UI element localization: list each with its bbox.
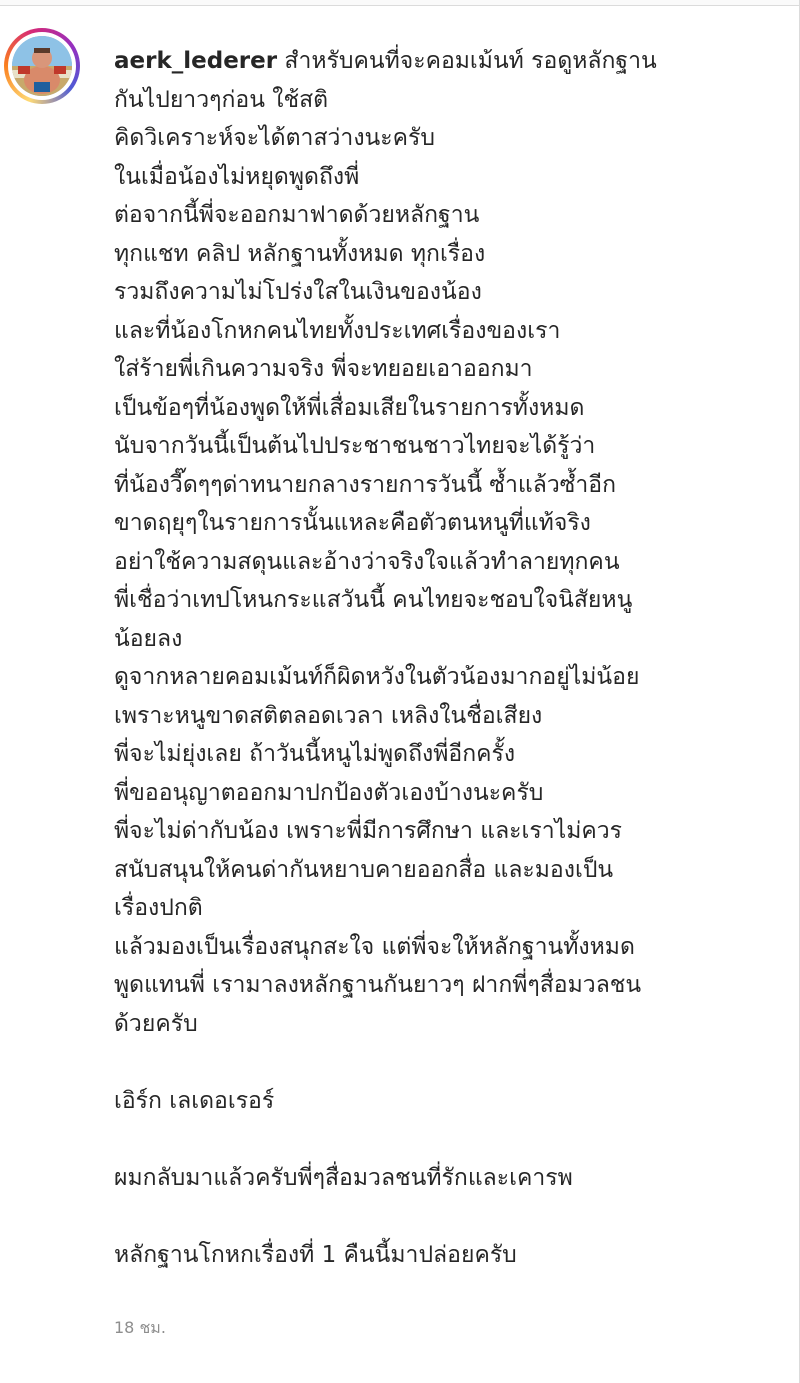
top-divider [0, 0, 800, 6]
comment-line: รวมถึงความไม่โปร่งใสในเงินของน้อง [114, 279, 482, 305]
comment-line: และที่น้องโกหกคนไทยทั้งประเทศเรื่องของเรา [114, 317, 561, 344]
comment-line: เรื่องปกติ [114, 895, 203, 921]
avatar-gap [8, 32, 76, 100]
comment-line: พี่จะไม่ด่ากับน้อง เพราะพี่มีการศึกษา และเราไม่ควร [114, 818, 623, 844]
comment-line: พี่ขออนุญาตออกมาปกป้องตัวเองบ้างนะครับ [114, 779, 544, 806]
comment-line: น้อยลง [114, 625, 183, 652]
blank-line [114, 1197, 790, 1236]
comment-line: สนับสนุนให้คนด่ากันหยาบคายออกสื่อ และมองเป็น [114, 856, 614, 883]
comment-line: ต่อจากนี้พี่จะออกมาฟาดด้วยหลักฐาน [114, 202, 480, 228]
comment-first-line [114, 42, 790, 81]
comment-body [114, 42, 790, 1274]
comment-line: คิดวิเคราะห์จะได้ตาสว่างนะครับ [114, 125, 435, 151]
comment-line: ที่น้องวี๊ดๆๆด่าทนายกลางรายการวันนี้ ซ้ำแล้วซ้ำอีก [114, 471, 617, 498]
comment-line: ขาดฤยุๆในรายการนั้นแหละคือตัวตนหนูที่แท้จริง [114, 510, 591, 536]
username-link[interactable]: aerk_lederer [114, 48, 278, 74]
comment-line: กันไปยาวๆก่อน ใช้สติ [114, 86, 329, 113]
comment-line: ใส่ร้ายพี่เกินความจริง พี่จะทยอยเอาออกมา [114, 356, 533, 382]
blank-line [114, 1120, 790, 1159]
blank-line [114, 1043, 790, 1082]
comment-line: พี่จะไม่ยุ่งเลย ถ้าวันนี้หนูไม่พูดถึงพี่อีกครั้ง [114, 741, 516, 767]
comment-meta [114, 1316, 166, 1341]
comment-line: ดูจากหลายคอมเม้นท์ก็ผิดหวังในตัวน้องมากอยู่ไม่น้อย [114, 664, 640, 690]
comment-line: อย่าใช้ความสดุนและอ้างว่าจริงใจแล้วทำลายทุกคน [114, 548, 620, 575]
comment-line: ในเมื่อน้องไม่หยุดพูดถึงพี่ [114, 163, 360, 190]
comment-line: ด้วยครับ [114, 1010, 198, 1037]
comment-line: ทุกแชท คลิป หลักฐานทั้งหมด ทุกเรื่อง [114, 240, 486, 267]
comment-text: สำหรับคนที่จะคอมเม้นท์ รอดูหลักฐาน [284, 48, 657, 74]
story-ring[interactable] [4, 28, 80, 104]
comment-signature: เอิร์ก เลเดอเรอร์ [114, 1087, 275, 1114]
comment-line: พูดแทนพี่ เรามาลงหลักฐานกันยาวๆ ฝากพี่ๆสื่อมวลชน [114, 972, 642, 998]
comment-line: เป็นข้อๆที่น้องพูดให้พี่เสื่อมเสียในรายการทั้งหมด [114, 394, 585, 421]
comment-line: นับจากวันนี้เป็นต้นไปประชาชนชาวไทยจะได้รู้ว่า [114, 433, 596, 459]
comment-line: เพราะหนูขาดสติตลอดเวลา เหลิงในชื่อเสียง [114, 702, 543, 729]
comment-line: แล้วมองเป็นเรื่องสนุกสะใจ แต่พี่จะให้หลักฐานทั้งหมด [114, 933, 635, 960]
comment-line: พี่เชื่อว่าเทปโหนกระแสวันนี้ คนไทยจะชอบใจนิสัยหนู [114, 587, 633, 613]
timestamp[interactable]: 18 ชม. [114, 1318, 166, 1337]
avatar-photo-icon [12, 36, 72, 96]
avatar[interactable] [12, 36, 72, 96]
comment-line: หลักฐานโกหกเรื่องที่ 1 คืนนี้มาปล่อยครับ [114, 1241, 517, 1268]
comment-line: ผมกลับมาแล้วครับพี่ๆสื่อมวลชนที่รักและเคารพ [114, 1164, 573, 1191]
